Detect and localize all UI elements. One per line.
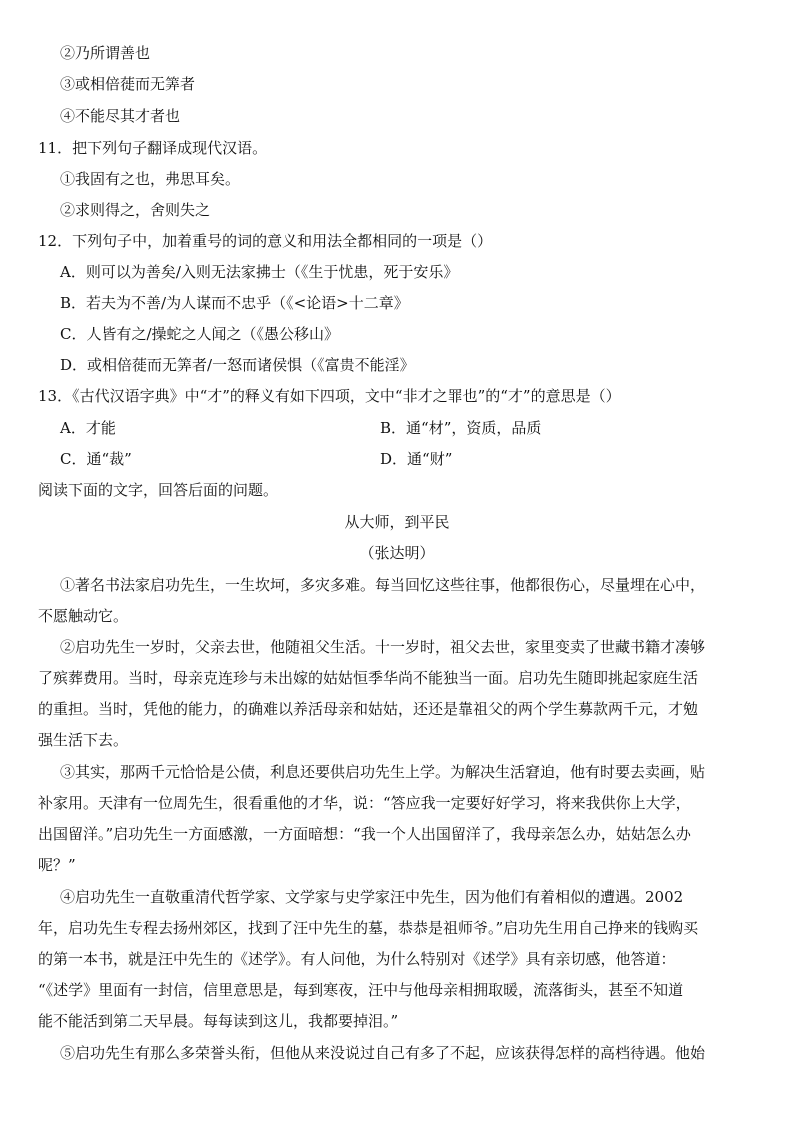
q11-stem: 11．把下列句子翻译成现代汉语。 bbox=[38, 139, 268, 157]
q13-stem: 13．《古代汉语字典》中“才”的释义有如下四项，文中“非才之罪也”的“才”的意思是（） bbox=[38, 387, 621, 405]
article-line: ①著名书法家启功先生，一生坎坷，多灾多难。每当回忆这些往事，他都很伤心，尽量埋在心中， bbox=[60, 576, 706, 594]
q12-option-d: D．或相倍蓰而无筭者/一怒而诸侯惧（《富贵不能淫》 bbox=[60, 356, 415, 374]
q10-item-4: ④不能尽其才者也 bbox=[60, 107, 181, 125]
article-line: 强生活下去。 bbox=[38, 731, 129, 749]
q12-option-a: A．则可以为善矣/入则无法家拂士（《生于忧患，死于安乐》 bbox=[60, 263, 459, 281]
q10-item-3: ③或相倍蓰而无筭者 bbox=[60, 75, 196, 93]
article-line: 出国留洋。”启功先生一方面感激，一方面暗想：“我一个人出国留洋了，我母亲怎么办，姑姑怎么办 bbox=[38, 825, 691, 843]
article-line: “《述学》里面有一封信，信里意思是，每到寒夜，汪中与他母亲相拥取暖，流落街头，甚至不知道 bbox=[38, 981, 684, 999]
q13-option-d: D．通“财” bbox=[380, 450, 453, 468]
article-line: ③其实，那两千元恰恰是公债，利息还要供启功先生上学。为解决生活窘迫，他有时要去卖画，贴 bbox=[60, 763, 706, 781]
q12-stem: 12．下列句子中，加着重号的词的意义和用法全都相同的一项是（） bbox=[38, 232, 493, 250]
article-line: 年，启功先生专程去扬州郊区，找到了汪中先生的墓，恭恭是祖师爷。”启功先生用自己挣来的钱购买 bbox=[38, 919, 699, 937]
article-line: ⑤启功先生有那么多荣誉头衔，但他从来没说过自己有多了不起，应该获得怎样的高档待遇。他始 bbox=[60, 1044, 706, 1062]
q12-option-b: B．若夫为不善/为人谋而不忠乎（《<论语>十二章》 bbox=[60, 294, 409, 312]
article-line: 不愿触动它。 bbox=[38, 607, 129, 625]
article-line: 能不能活到第二天早晨。每每读到这儿，我都要掉泪。” bbox=[38, 1012, 399, 1030]
q11-item-1: ①我固有之也，弗思耳矣。 bbox=[60, 170, 241, 188]
reading-instruction: 阅读下面的文字，回答后面的问题。 bbox=[38, 481, 279, 499]
article-line: 补家用。天津有一位周先生，很看重他的才华，说：“答应我一定要好好学习，将来我供你上大学， bbox=[38, 794, 691, 812]
article-line: 呢？” bbox=[38, 856, 76, 874]
article-line: ④启功先生一直敬重清代哲学家、文学家与史学家汪中先生，因为他们有着相似的遭遇。2002 bbox=[60, 888, 684, 906]
q13-option-b: B．通“材”，资质，品质 bbox=[380, 419, 542, 437]
q13-option-a: A．才能 bbox=[60, 419, 116, 437]
article-line: 的重担。当时，凭他的能力，的确难以养活母亲和姑姑，还还是靠祖父的两个学生募款两千元，才勉 bbox=[38, 700, 699, 718]
q12-option-c: C．人皆有之/操蛇之人闻之（《愚公移山》 bbox=[60, 325, 340, 343]
article-line: 了殡葬费用。当时，母亲克连珍与未出嫁的姑姑恒季华尚不能独当一面。启功先生随即挑起家庭生活 bbox=[38, 669, 699, 687]
article-line: 的第一本书，就是汪中先生的《述学》。有人问他，为什么特别对《述学》具有亲切感，他答道： bbox=[38, 950, 676, 968]
article-author: （张达明） bbox=[359, 544, 435, 562]
article-line: ②启功先生一岁时，父亲去世，他随祖父生活。十一岁时，祖父去世，家里变卖了世藏书籍才凑够 bbox=[60, 638, 706, 656]
q13-option-c: C．通“裁” bbox=[60, 450, 132, 468]
q10-item-2: ②乃所谓善也 bbox=[60, 44, 151, 62]
q11-item-2: ②求则得之，舍则失之 bbox=[60, 201, 211, 219]
article-title: 从大师，到平民 bbox=[344, 513, 450, 531]
